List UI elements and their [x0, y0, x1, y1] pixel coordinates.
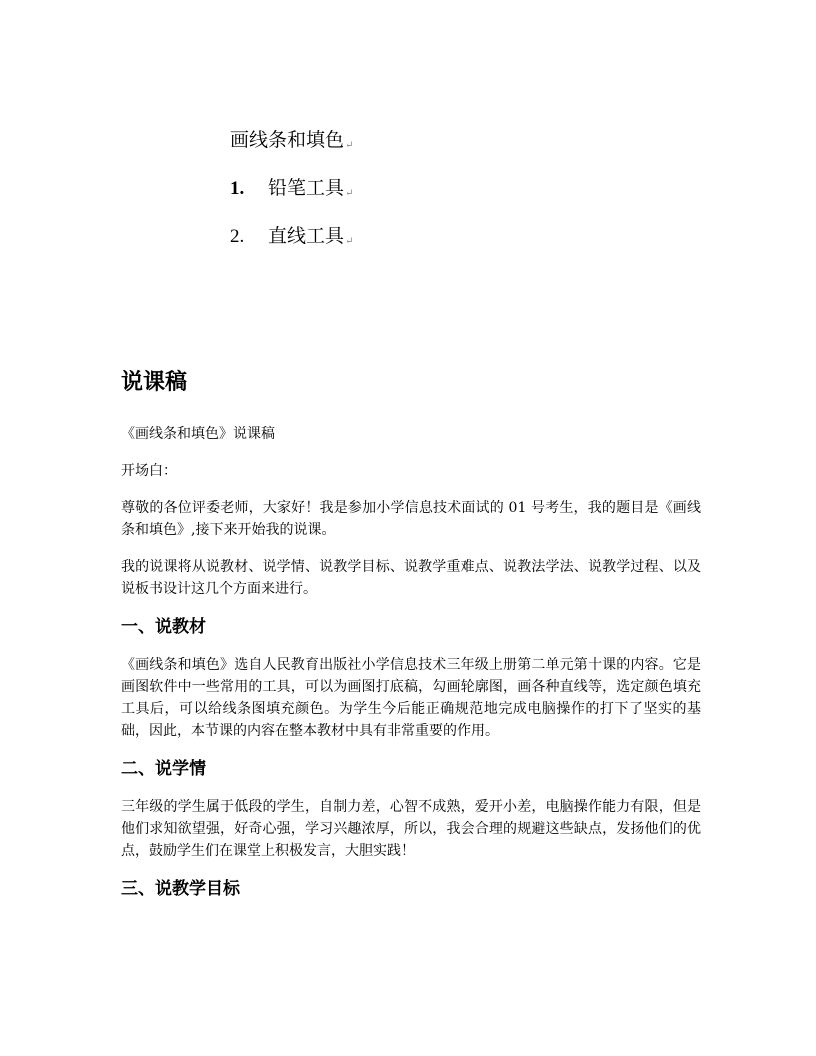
- section-title-objectives: 三、说教学目标: [121, 879, 240, 899]
- section-text-textbook: 《画线条和填色》选自人民教育出版社小学信息技术三年级上册第二单元第十课的内容。它是画图软件中一些常用的工具，可以为画图打底稿，勾画轮廓图，画各种直线等，选定颜色填充工具后，可以给线条图填充颜色。为学生今后能正确规范地完成电脑操作的打下了坚实的基础，因此，本节课的内容在整本教材中具有非常重要的作用。: [121, 657, 701, 739]
- board-design: [230, 128, 353, 248]
- section-title-textbook: 一、说教材: [121, 617, 206, 637]
- board-item-number: 1.: [230, 178, 245, 199]
- document-heading: 说课稿: [121, 370, 188, 395]
- paragraph-mark-icon: ↵: [345, 188, 354, 199]
- outline-paragraph: 我的说课将从说教材、说学情、说教学目标、说教学重难点、说教法学法、说教学过程、以及说板书设计这几个方面来进行。: [121, 559, 701, 597]
- paragraph-mark-icon: ↵: [345, 140, 354, 151]
- document-subtitle: 《画线条和填色》说课稿: [121, 426, 275, 442]
- section-text-students: 三年级的学生属于低段的学生，自制力差，心智不成熟，爱开小差，电脑操作能力有限，但是他们求知欲望强，好奇心强，学习兴趣浓厚，所以，我会合理的规避这些缺点，发扬他们的优点，鼓励学生们在课堂上积极发言，大胆实践！: [121, 799, 701, 859]
- board-item-number: 2.: [230, 226, 245, 247]
- board-item-text: 铅笔工具: [268, 177, 345, 199]
- board-title-text: 画线条和填色: [230, 129, 345, 151]
- section-title-students: 二、说学情: [121, 759, 206, 779]
- paragraph-mark-icon: ↵: [345, 236, 354, 247]
- board-item-line-tool: [230, 224, 353, 248]
- board-item-text: 直线工具: [268, 225, 345, 247]
- opening-label: 开场白：: [121, 463, 177, 479]
- board-title: [230, 128, 353, 152]
- opening-paragraph: 尊敬的各位评委老师，大家好！我是参加小学信息技术面试的 01 号考生，我的题目是《画线条和填色》,接下来开始我的说课。: [121, 500, 701, 538]
- lecture-script: [121, 368, 701, 916]
- board-item-pencil-tool: [230, 176, 353, 200]
